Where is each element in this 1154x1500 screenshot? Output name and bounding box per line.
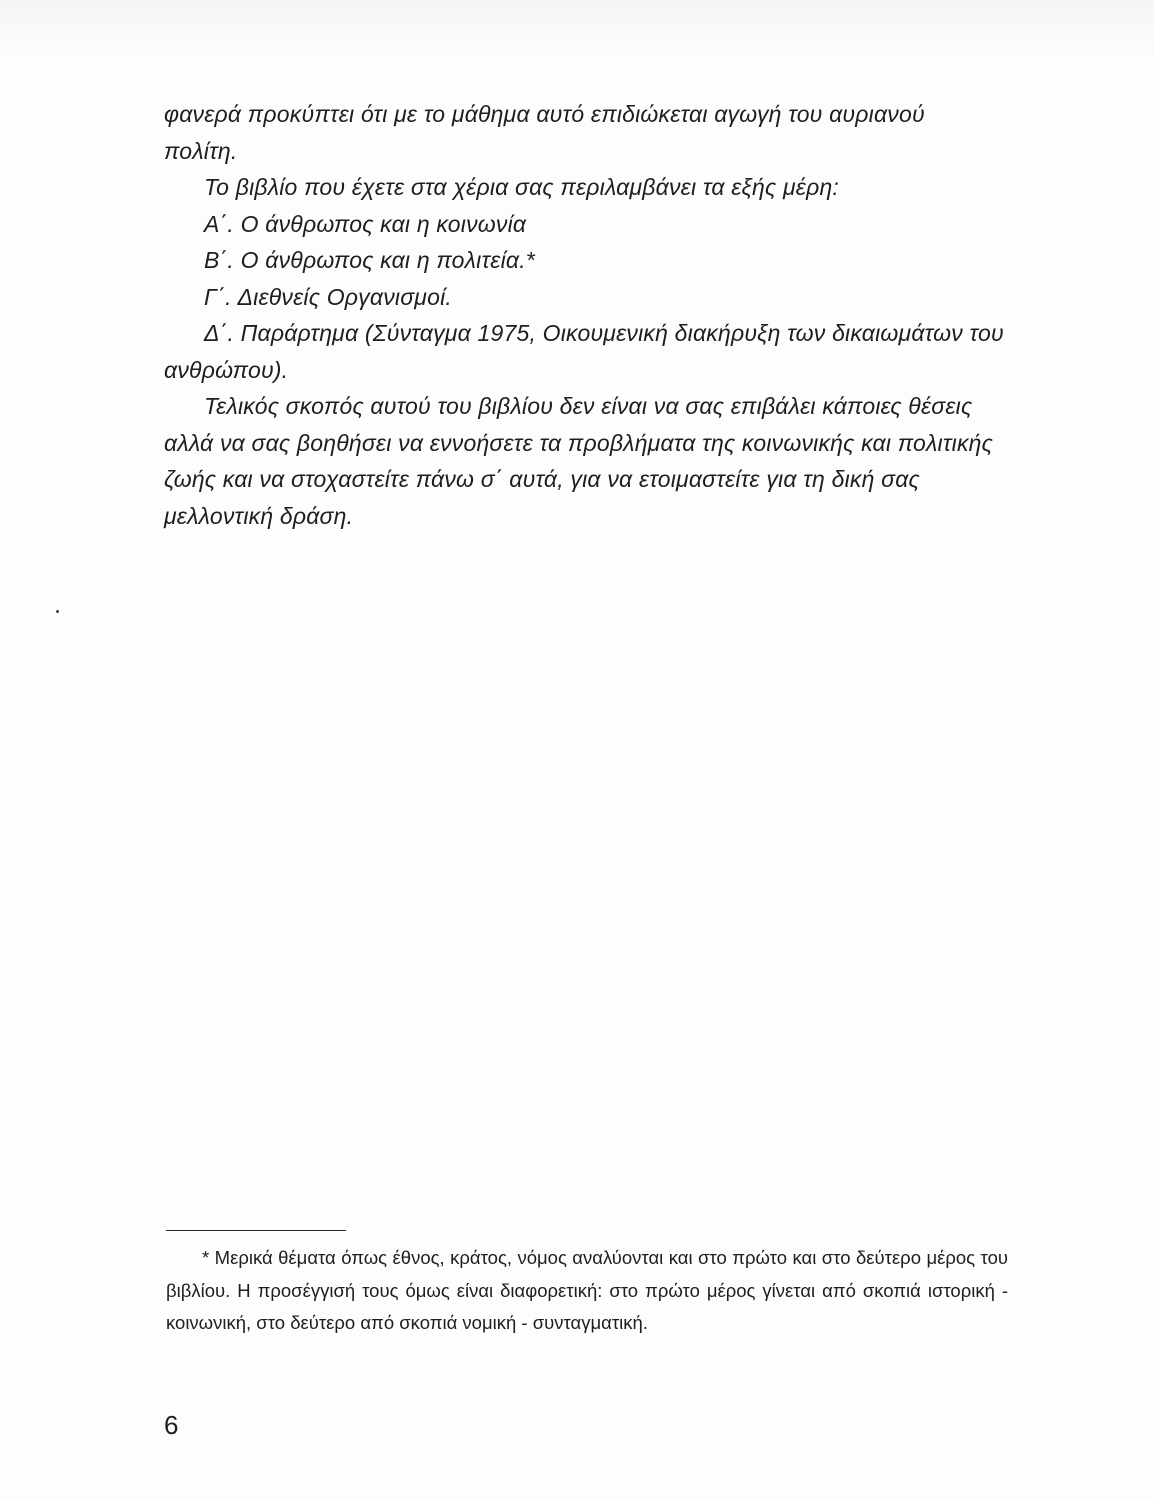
footnote-divider xyxy=(166,1230,346,1231)
main-text-block xyxy=(164,96,1004,534)
part-a: Α΄. Ο άνθρωπος και η κοινωνία xyxy=(204,210,527,237)
footnote-text: * Μερικά θέματα όπως έθνος, κράτος, νόμος αναλύονται και στο πρώτο και στο δεύτερο μέρος του βιβλίου. Η προσέγγισή τους όμως είναι διαφορετική: στο πρώτο μέρος γίνεται από σκοπιά ιστορική - κοινωνική, στο δεύτερο από σκοπιά νομική - συνταγματική. xyxy=(166,1247,1008,1333)
part-c: Γ΄. Διεθνείς Οργανισμοί. xyxy=(204,283,452,310)
page-number: 6 xyxy=(164,1410,179,1440)
paragraph-intro: Το βιβλίο που έχετε στα χέρια σας περιλαμβάνει τα εξής μέρη: xyxy=(204,174,840,200)
footnote xyxy=(166,1242,1008,1340)
paragraph-opening: φανερά προκύπτει ότι με το μάθημα αυτό επιδιώκεται αγωγή του αυριανού πολίτη. xyxy=(164,101,925,164)
paragraph-closing: Τελικός σκοπός αυτού του βιβλίου δεν είναι να σας επιβάλει κάποιες θέσεις αλλά να σας βοηθήσει να εννοήσετε τα προβλήματα της κοινωνικής και πολιτικής ζωής και να στοχαστείτε πάνω σ΄ αυτά, για να ετοιμαστείτε για τη δική σας μελλοντική δράση. xyxy=(164,393,994,529)
scan-speck xyxy=(56,610,59,613)
part-b: Β΄. Ο άνθρωπος και η πολιτεία.* xyxy=(204,247,535,273)
part-d: Δ΄. Παράρτημα (Σύνταγμα 1975, Οικουμενική διακήρυξη των δικαιωμάτων του ανθρώπου). xyxy=(164,320,1004,383)
scan-shadow xyxy=(0,0,1154,60)
